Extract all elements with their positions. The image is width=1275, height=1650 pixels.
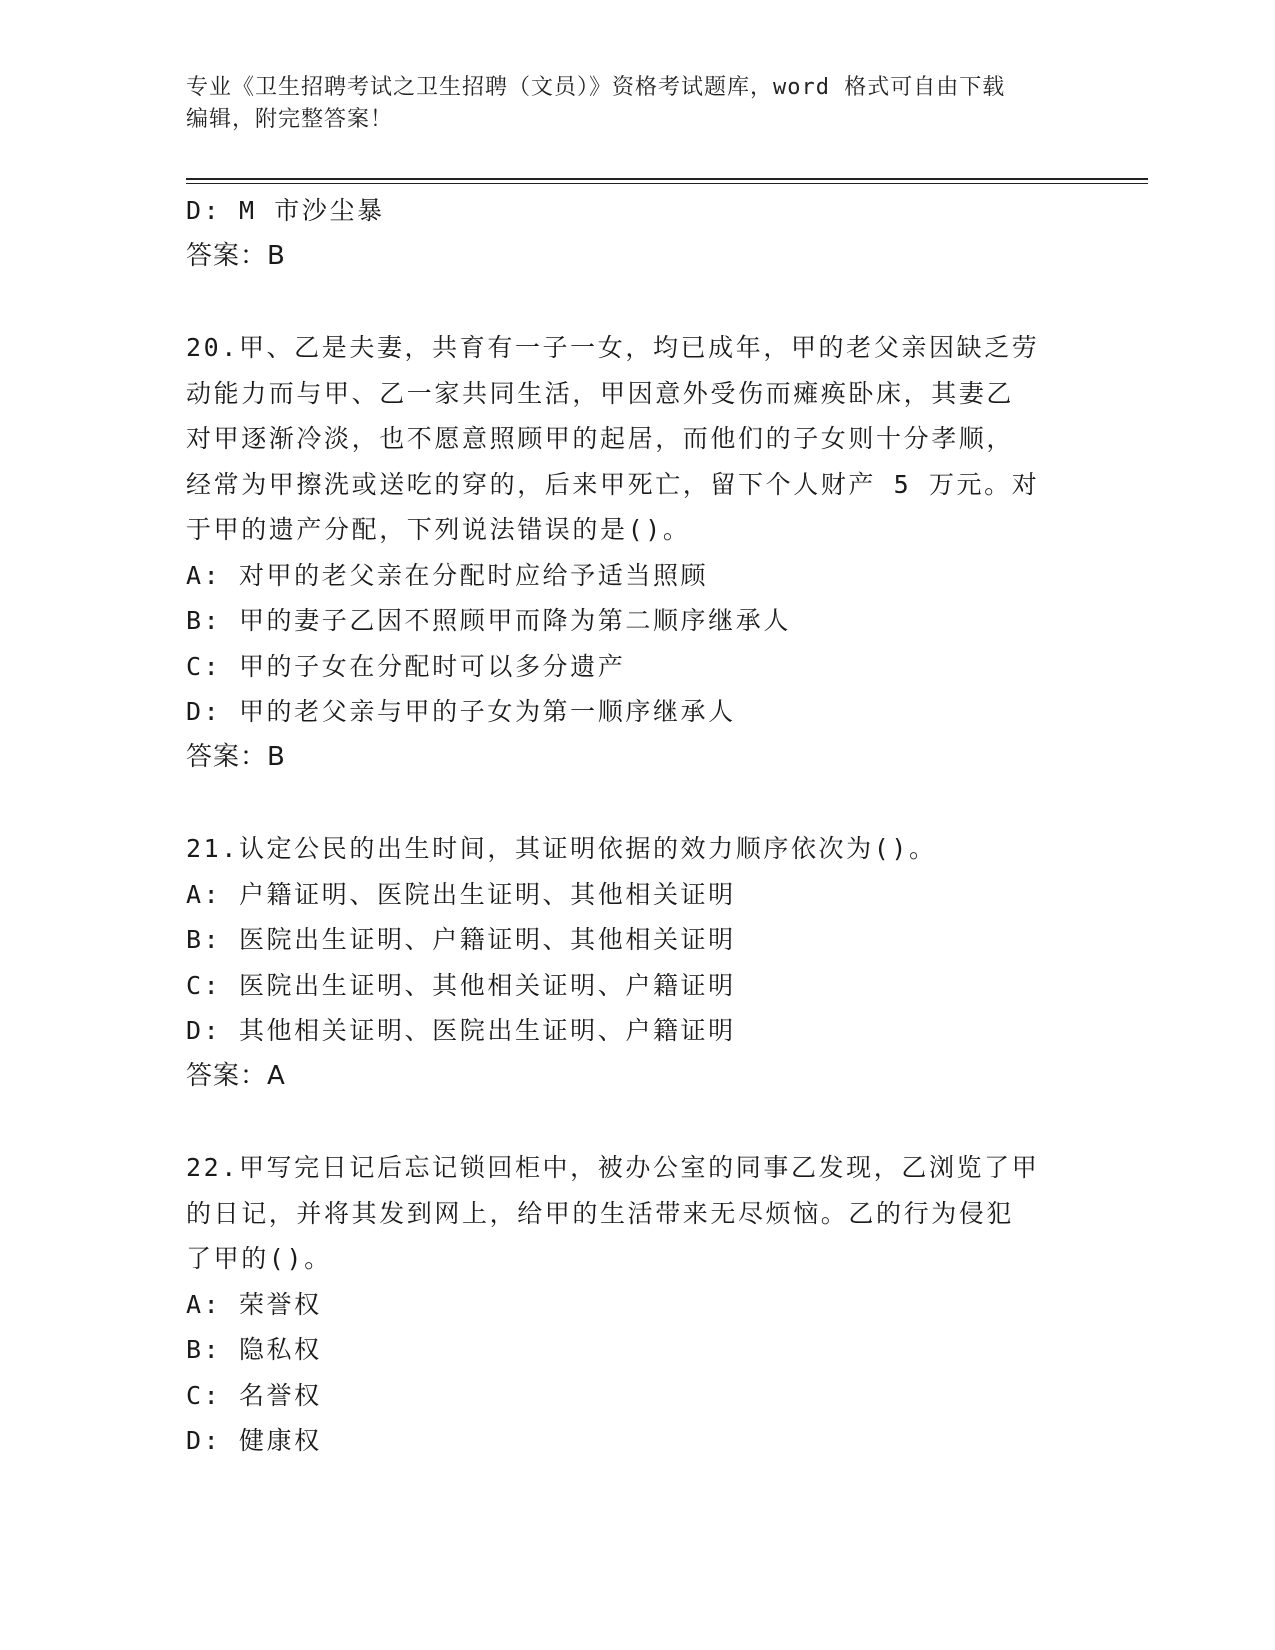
question-text-line: 21.认定公民的出生时间，其证明依据的效力顺序依次为()。 — [186, 834, 937, 863]
option-a: A: 荣誉权 — [186, 1289, 322, 1319]
option-b: B: 甲的妻子乙因不照顾甲而降为第二顺序继承人 — [186, 606, 791, 635]
question-20 — [186, 325, 1086, 780]
question-text-line: 对甲逐渐冷淡，也不愿意照顾甲的起居，而他们的子女则十分孝顺， — [186, 424, 1015, 453]
spacer — [186, 279, 1086, 325]
question-text-line: 于甲的遗产分配，下列说法错误的是()。 — [186, 515, 691, 544]
header-line-2: 编辑，附完整答案！ — [186, 107, 394, 132]
option-a: A: 户籍证明、医院出生证明、其他相关证明 — [186, 879, 736, 909]
option-c: C: 医院出生证明、其他相关证明、户籍证明 — [186, 970, 736, 1000]
option-d: D: 甲的老父亲与甲的子女为第一顺序继承人 — [186, 697, 736, 726]
previous-question-tail — [186, 188, 1086, 279]
document-header — [186, 72, 1086, 136]
question-text-line: 20.甲、乙是夫妻，共育有一子一女，均已成年，甲的老父亲因缺乏劳 — [186, 333, 1040, 362]
answer-line: 答案：A — [186, 1060, 286, 1091]
option-a: A: 对甲的老父亲在分配时应给予适当照顾 — [186, 560, 709, 590]
option-d: D: M 市沙尘暴 — [186, 196, 385, 225]
question-22 — [186, 1145, 1086, 1464]
question-text-line: 22.甲写完日记后忘记锁回柜中，被办公室的同事乙发现，乙浏览了甲 — [186, 1153, 1040, 1182]
option-b: B: 医院出生证明、户籍证明、其他相关证明 — [186, 925, 736, 954]
option-b: B: 隐私权 — [186, 1335, 322, 1364]
spacer — [186, 1099, 1086, 1145]
header-line-1: 专业《卫生招聘考试之卫生招聘（文员）》资格考试题库，word 格式可自由下载 — [186, 75, 1006, 100]
question-21 — [186, 826, 1086, 1099]
question-list — [186, 188, 1086, 1464]
header-divider-thick — [186, 178, 1148, 180]
option-c: C: 名誉权 — [186, 1380, 322, 1410]
question-text-line: 的日记，并将其发到网上，给甲的生活带来无尽烦恼。乙的行为侵犯 — [186, 1198, 1015, 1228]
option-d: D: 其他相关证明、医院出生证明、户籍证明 — [186, 1016, 736, 1045]
question-text-line: 动能力而与甲、乙一家共同生活，甲因意外受伤而瘫痪卧床，其妻乙 — [186, 378, 1015, 408]
option-c: C: 甲的子女在分配时可以多分遗产 — [186, 651, 626, 681]
answer-line: 答案：B — [186, 741, 286, 772]
question-text-line: 了甲的()。 — [186, 1244, 332, 1273]
header-divider-thin — [186, 183, 1148, 184]
question-text-line: 经常为甲擦洗或送吃的穿的，后来甲死亡，留下个人财产 5 万元。对 — [186, 469, 1040, 499]
option-d: D: 健康权 — [186, 1426, 322, 1455]
answer-line: 答案：B — [186, 240, 286, 271]
spacer — [186, 780, 1086, 826]
